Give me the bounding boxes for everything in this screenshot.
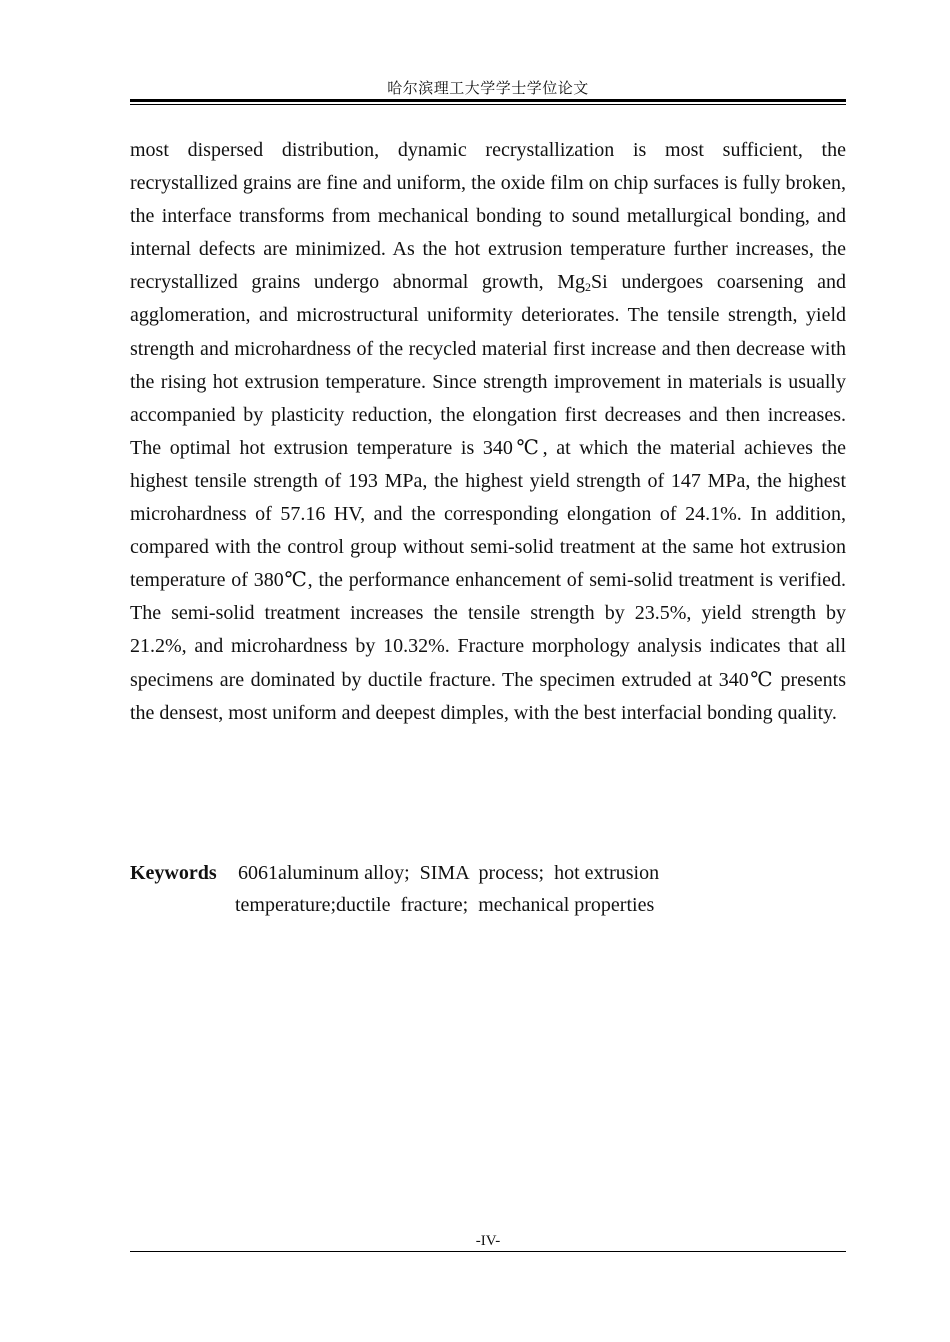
running-header: 哈尔滨理工大学学士学位论文 xyxy=(387,79,589,97)
header-rule-thick xyxy=(130,99,846,102)
abstract-subscript: 2 xyxy=(585,280,591,295)
abstract-paragraph xyxy=(130,134,846,730)
footer-rule xyxy=(130,1251,846,1252)
page-number: -IV- xyxy=(475,1233,501,1249)
keywords-label: Keywords xyxy=(130,862,217,884)
abstract-text-part1: most dispersed distribution, dynamic recrystallization is most sufficient, the recrystallized grains are fine and uniform, the oxide film on chip surfaces is fully broken, the interface transforms from mechanical bonding to sound metallurgical bonding, and internal defects are minimized. As the hot extrusion temperature further increases, the recrystallized grains undergo abnormal growth, Mg xyxy=(130,139,846,294)
abstract-text-part2: Si undergoes coarsening and agglomeration, and microstructural uniformity deteriorates. The tensile strength, yield strength and microhardness of the recycled material first increase and then decrease with the rising hot extrusion temperature. Since strength improvement in materials is usually accompanied by plasticity reduction, the elongation first decreases and then increases. The optimal hot extrusion temperature is 340℃, at which the material achieves the highest tensile strength of 193 MPa, the highest yield strength of 147 MPa, the highest microhardness of 57.16 HV, and the corresponding elongation of 24.1%. In addition, compared with the control group without semi-solid treatment at the same hot extrusion temperature of 380℃, the performance enhancement of semi-solid treatment is verified. The semi-solid treatment increases the tensile strength by 23.5%, yield strength by 21.2%, and microhardness by 10.32%. Fracture morphology analysis indicates that all specimens are dominated by ductile fracture. The specimen extruded at 340℃ presents the densest, most uniform and deepest dimples, with the best interfacial bonding quality. xyxy=(130,271,846,724)
header-rule-thin xyxy=(130,104,846,105)
keywords-line-1: 6061aluminum alloy; SIMA process; hot extrusion xyxy=(238,862,660,884)
keywords-line-2: temperature;ductile fracture; mechanical properties xyxy=(235,894,655,916)
